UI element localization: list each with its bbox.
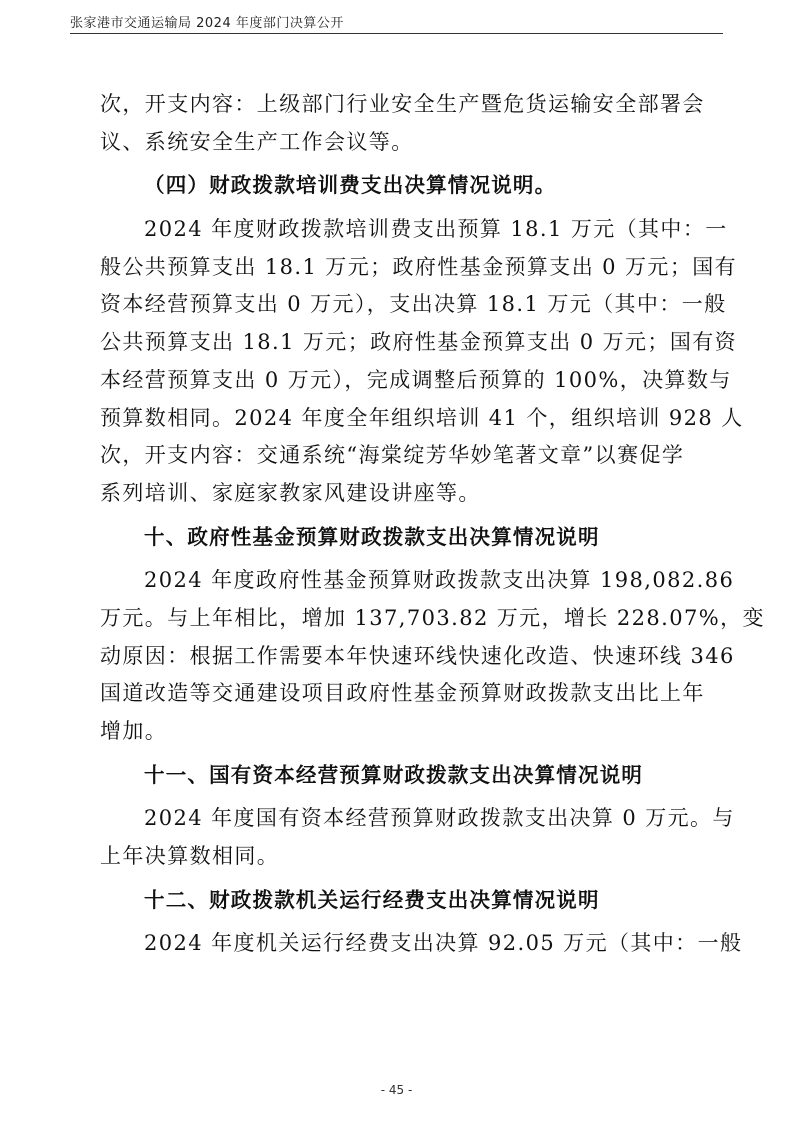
paragraph-line: 2024 年度国有资本经营预算财政拨款支出决算 0 万元。与 (144, 806, 735, 831)
paragraph-line: 本经营预算支出 0 万元），完成调整后预算的 100%，决算数与 (100, 367, 732, 392)
paragraph-line: 国道改造等交通建设项目政府性基金预算财政拨款支出比上年 (100, 681, 705, 706)
paragraph-line: 公共预算支出 18.1 万元；政府性基金预算支出 0 万元；国有资 (100, 330, 738, 355)
section-heading-10: 十、政府性基金预算财政拨款支出决算情况说明 (144, 524, 600, 549)
document-body (100, 86, 765, 963)
paragraph-line: 2024 年度政府性基金预算财政拨款支出决算 198,082.86 (144, 568, 735, 593)
page-number: - 45 - (380, 1083, 413, 1097)
paragraph-line: 动原因：根据工作需要本年快速环线快速化改造、快速环线 346 (100, 643, 735, 668)
section-heading-12: 十二、财政拨款机关运行经费支出决算情况说明 (144, 887, 600, 912)
paragraph-line: 次，开支内容：交通系统“海棠绽芳华妙笔著文章”以赛促学 (100, 443, 685, 468)
paragraph-line: 上年决算数相同。 (100, 844, 280, 869)
paragraph-line: 系列培训、家庭家教家风建设讲座等。 (100, 480, 481, 505)
section-heading-training-fee: （四）财政拨款培训费支出决算情况说明。 (144, 173, 557, 198)
header-divider (70, 33, 723, 34)
paragraph-line: 增加。 (100, 719, 168, 743)
document-header: 张家港市交通运输局 2024 年度部门决算公开 (70, 16, 344, 31)
paragraph-line: 般公共预算支出 18.1 万元；政府性基金预算支出 0 万元；国有 (100, 254, 738, 279)
paragraph-line: 万元。与上年相比，增加 137,703.82 万元，增长 228.07%，变 (100, 605, 765, 630)
paragraph-line: 资本经营预算支出 0 万元），支出决算 18.1 万元（其中：一般 (100, 292, 727, 317)
paragraph-line: 2024 年度财政拨款培训费支出预算 18.1 万元（其中：一 (144, 217, 728, 242)
paragraph-line: 预算数相同。2024 年度全年组织培训 41 个，组织培训 928 人 (100, 405, 744, 430)
section-heading-11: 十一、国有资本经营预算财政拨款支出决算情况说明 (144, 762, 644, 787)
paragraph-line: 议、系统安全生产工作会议等。 (100, 129, 414, 154)
paragraph-line: 次，开支内容：上级部门行业安全生产暨危货运输安全部署会 (100, 92, 705, 116)
paragraph-line: 2024 年度机关运行经费支出决算 92.05 万元（其中：一般 (144, 931, 743, 956)
